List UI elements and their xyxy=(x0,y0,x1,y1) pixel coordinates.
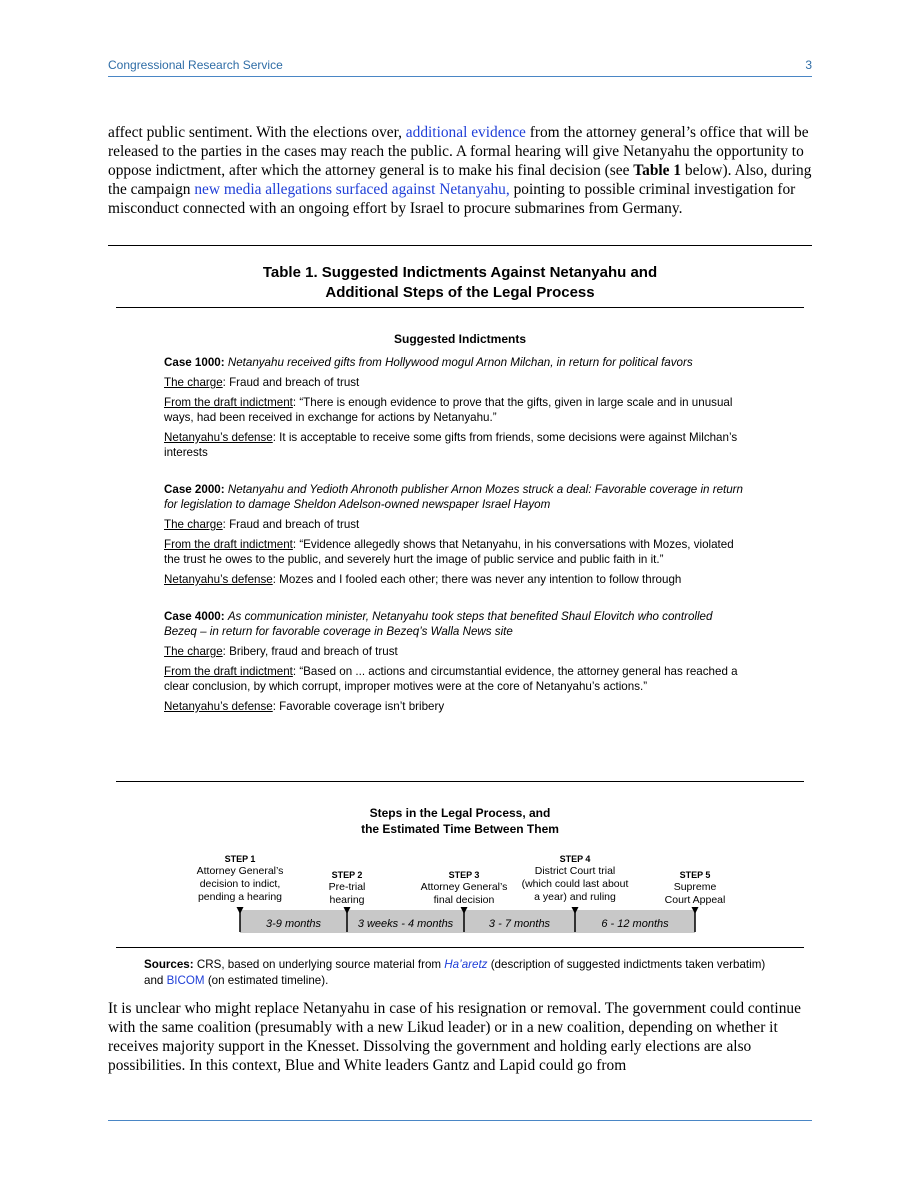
step-3-desc-line: Attorney General’s xyxy=(420,881,508,893)
p1-text-4: pointing to possible criminal investigation for misconduct connected with an ongoing effort by Israel to procure submarines from Germany. xyxy=(108,181,796,217)
case-description: Netanyahu received gifts from Hollywood mogul Arnon Milchan, in return for political favors xyxy=(227,356,693,369)
table-title-line-1: Table 1. Suggested Indictments Against Netanyahu and xyxy=(262,264,658,281)
case-4000 xyxy=(164,609,744,714)
sources-text-2: (description of suggested indictments taken verbatim) and xyxy=(144,958,766,987)
step-5-label: STEP 5 xyxy=(679,870,711,880)
footer-rule xyxy=(108,1120,812,1121)
interval-label: 6 - 12 months xyxy=(601,918,669,930)
bicom-link[interactable]: BICOM xyxy=(166,973,205,987)
table-sources xyxy=(144,957,784,988)
step-1-label: STEP 1 xyxy=(224,854,256,864)
case-description: As communication minister, Netanyahu took steps that benefited Shaul Elovitch who controlled Bezeq – in return for favorable coverage in Bezeq’s Walla News site xyxy=(164,610,713,638)
sources-label: Sources: xyxy=(144,958,194,971)
title-rule xyxy=(116,307,804,308)
draft-text: : “Based on ... actions and circumstantial evidence, the attorney general has reached a clear conclusion, by which corrupt, improper motives were at the core of Netanyahu’s actions.” xyxy=(164,665,738,693)
suggested-indictments-heading: Suggested Indictments xyxy=(393,332,527,346)
charge-label: The charge xyxy=(164,645,223,658)
step-5-desc-line: Court Appeal xyxy=(664,894,726,906)
draft-text: : “Evidence allegedly shows that Netanyahu, in his conversations with Mozes, violated the trust he owes to the public, and severely hurt the image of public service and public faith in it.” xyxy=(164,538,734,566)
case-description: Netanyahu and Yedioth Ahronoth publisher Arnon Mozes struck a deal: Favorable coverage in return for legislation to damage Sheldon Adelson-owned newspaper Israel Hayom xyxy=(164,483,743,511)
case-1000 xyxy=(164,355,744,460)
legal-timeline xyxy=(190,852,735,938)
step-4-desc-line: (which could last about xyxy=(521,878,629,890)
legal-steps-heading-line-2: the Estimated Time Between Them xyxy=(361,822,559,836)
step-4-desc-line: District Court trial xyxy=(534,865,616,877)
draft-label: From the draft indictment xyxy=(164,396,293,409)
step-4-label: STEP 4 xyxy=(559,854,591,864)
p1-text-1: affect public sentiment. With the elections over, xyxy=(108,124,406,141)
table-bottom-rule xyxy=(116,947,804,948)
legal-steps-heading xyxy=(116,805,804,837)
sources-text-3: (on estimated timeline). xyxy=(204,973,329,987)
defense-text: : Favorable coverage isn’t bribery xyxy=(272,700,445,713)
sources-text-1: CRS, based on underlying source material from xyxy=(193,958,445,971)
defense-label: Netanyahu’s defense xyxy=(164,573,273,586)
intro-paragraph xyxy=(108,123,814,218)
case-name: Case 4000: xyxy=(164,610,225,623)
step-5-desc-line: Supreme xyxy=(673,881,717,893)
step-1-desc-line: decision to indict, xyxy=(199,878,281,890)
step-1-desc-line: Attorney General’s xyxy=(196,865,284,877)
step-1-desc-line: pending a hearing xyxy=(197,891,283,903)
table-title-line-2: Additional Steps of the Legal Process xyxy=(325,284,595,301)
draft-text: : “There is enough evidence to prove that the gifts, given in large scale and in unusual ways, had been received in exchange for actions by Netanyahu.” xyxy=(164,396,733,424)
legal-steps-heading-line-1: Steps in the Legal Process, and xyxy=(369,806,551,820)
step-2-desc-line: hearing xyxy=(329,894,365,906)
defense-text: : It is acceptable to receive some gifts from friends, some decisions were against Milchan’s interests xyxy=(164,431,738,459)
charge-label: The charge xyxy=(164,376,223,389)
step-4-desc-line: a year) and ruling xyxy=(534,891,616,903)
defense-label: Netanyahu’s defense xyxy=(164,700,273,713)
media-allegations-link[interactable]: new media allegations surfaced against Netanyahu, xyxy=(194,181,510,198)
defense-label: Netanyahu’s defense xyxy=(164,431,273,444)
p1-text-3: below). Also, during the campaign xyxy=(108,162,812,198)
section-divider-rule xyxy=(116,781,804,782)
page-header xyxy=(108,58,812,77)
step-3-desc-line: final decision xyxy=(433,894,495,906)
case-name: Case 2000: xyxy=(164,483,225,496)
draft-label: From the draft indictment xyxy=(164,665,293,678)
charge-label: The charge xyxy=(164,518,223,531)
defense-text: : Mozes and I fooled each other; there was never any intention to follow through xyxy=(272,573,682,586)
case-name: Case 1000: xyxy=(164,356,225,369)
charge-text: : Bribery, fraud and breach of trust xyxy=(222,645,398,658)
table-top-rule xyxy=(108,245,812,246)
p1-text-2: from the attorney general’s office that will be released to the parties in the cases may reach the public. A formal hearing will give Netanyahu the opportunity to oppose indictment, after which the attorney general is to make his final decision (see xyxy=(108,124,809,179)
table-title xyxy=(116,263,804,303)
interval-label: 3-9 months xyxy=(265,918,322,930)
table-ref: Table 1 xyxy=(633,162,682,179)
interval-label: 3 - 7 months xyxy=(488,918,551,930)
cases-list xyxy=(164,355,744,736)
closing-paragraph: It is unclear who might replace Netanyahu in case of his resignation or removal. The government could continue with the same coalition (presumably with a new Likud leader) or in a new coalition, depending on whether it receives majority support in the Knesset. Dissolving the government and holding early elections are also possibilities. In this context, Blue and White leaders Gantz and Lapid could go from xyxy=(108,1000,801,1074)
header-source: Congressional Research Service xyxy=(108,58,283,72)
step-2-label: STEP 2 xyxy=(331,870,363,880)
step-2-desc-line: Pre-trial xyxy=(328,881,366,893)
additional-evidence-link[interactable]: additional evidence xyxy=(405,124,526,141)
haaretz-link[interactable]: Ha’aretz xyxy=(444,958,488,971)
draft-label: From the draft indictment xyxy=(164,538,293,551)
charge-text: : Fraud and breach of trust xyxy=(222,518,360,531)
charge-text: : Fraud and breach of trust xyxy=(222,376,360,389)
interval-label: 3 weeks - 4 months xyxy=(357,918,454,930)
step-3-label: STEP 3 xyxy=(448,870,480,880)
case-2000 xyxy=(164,482,744,587)
page-number: 3 xyxy=(805,58,812,72)
